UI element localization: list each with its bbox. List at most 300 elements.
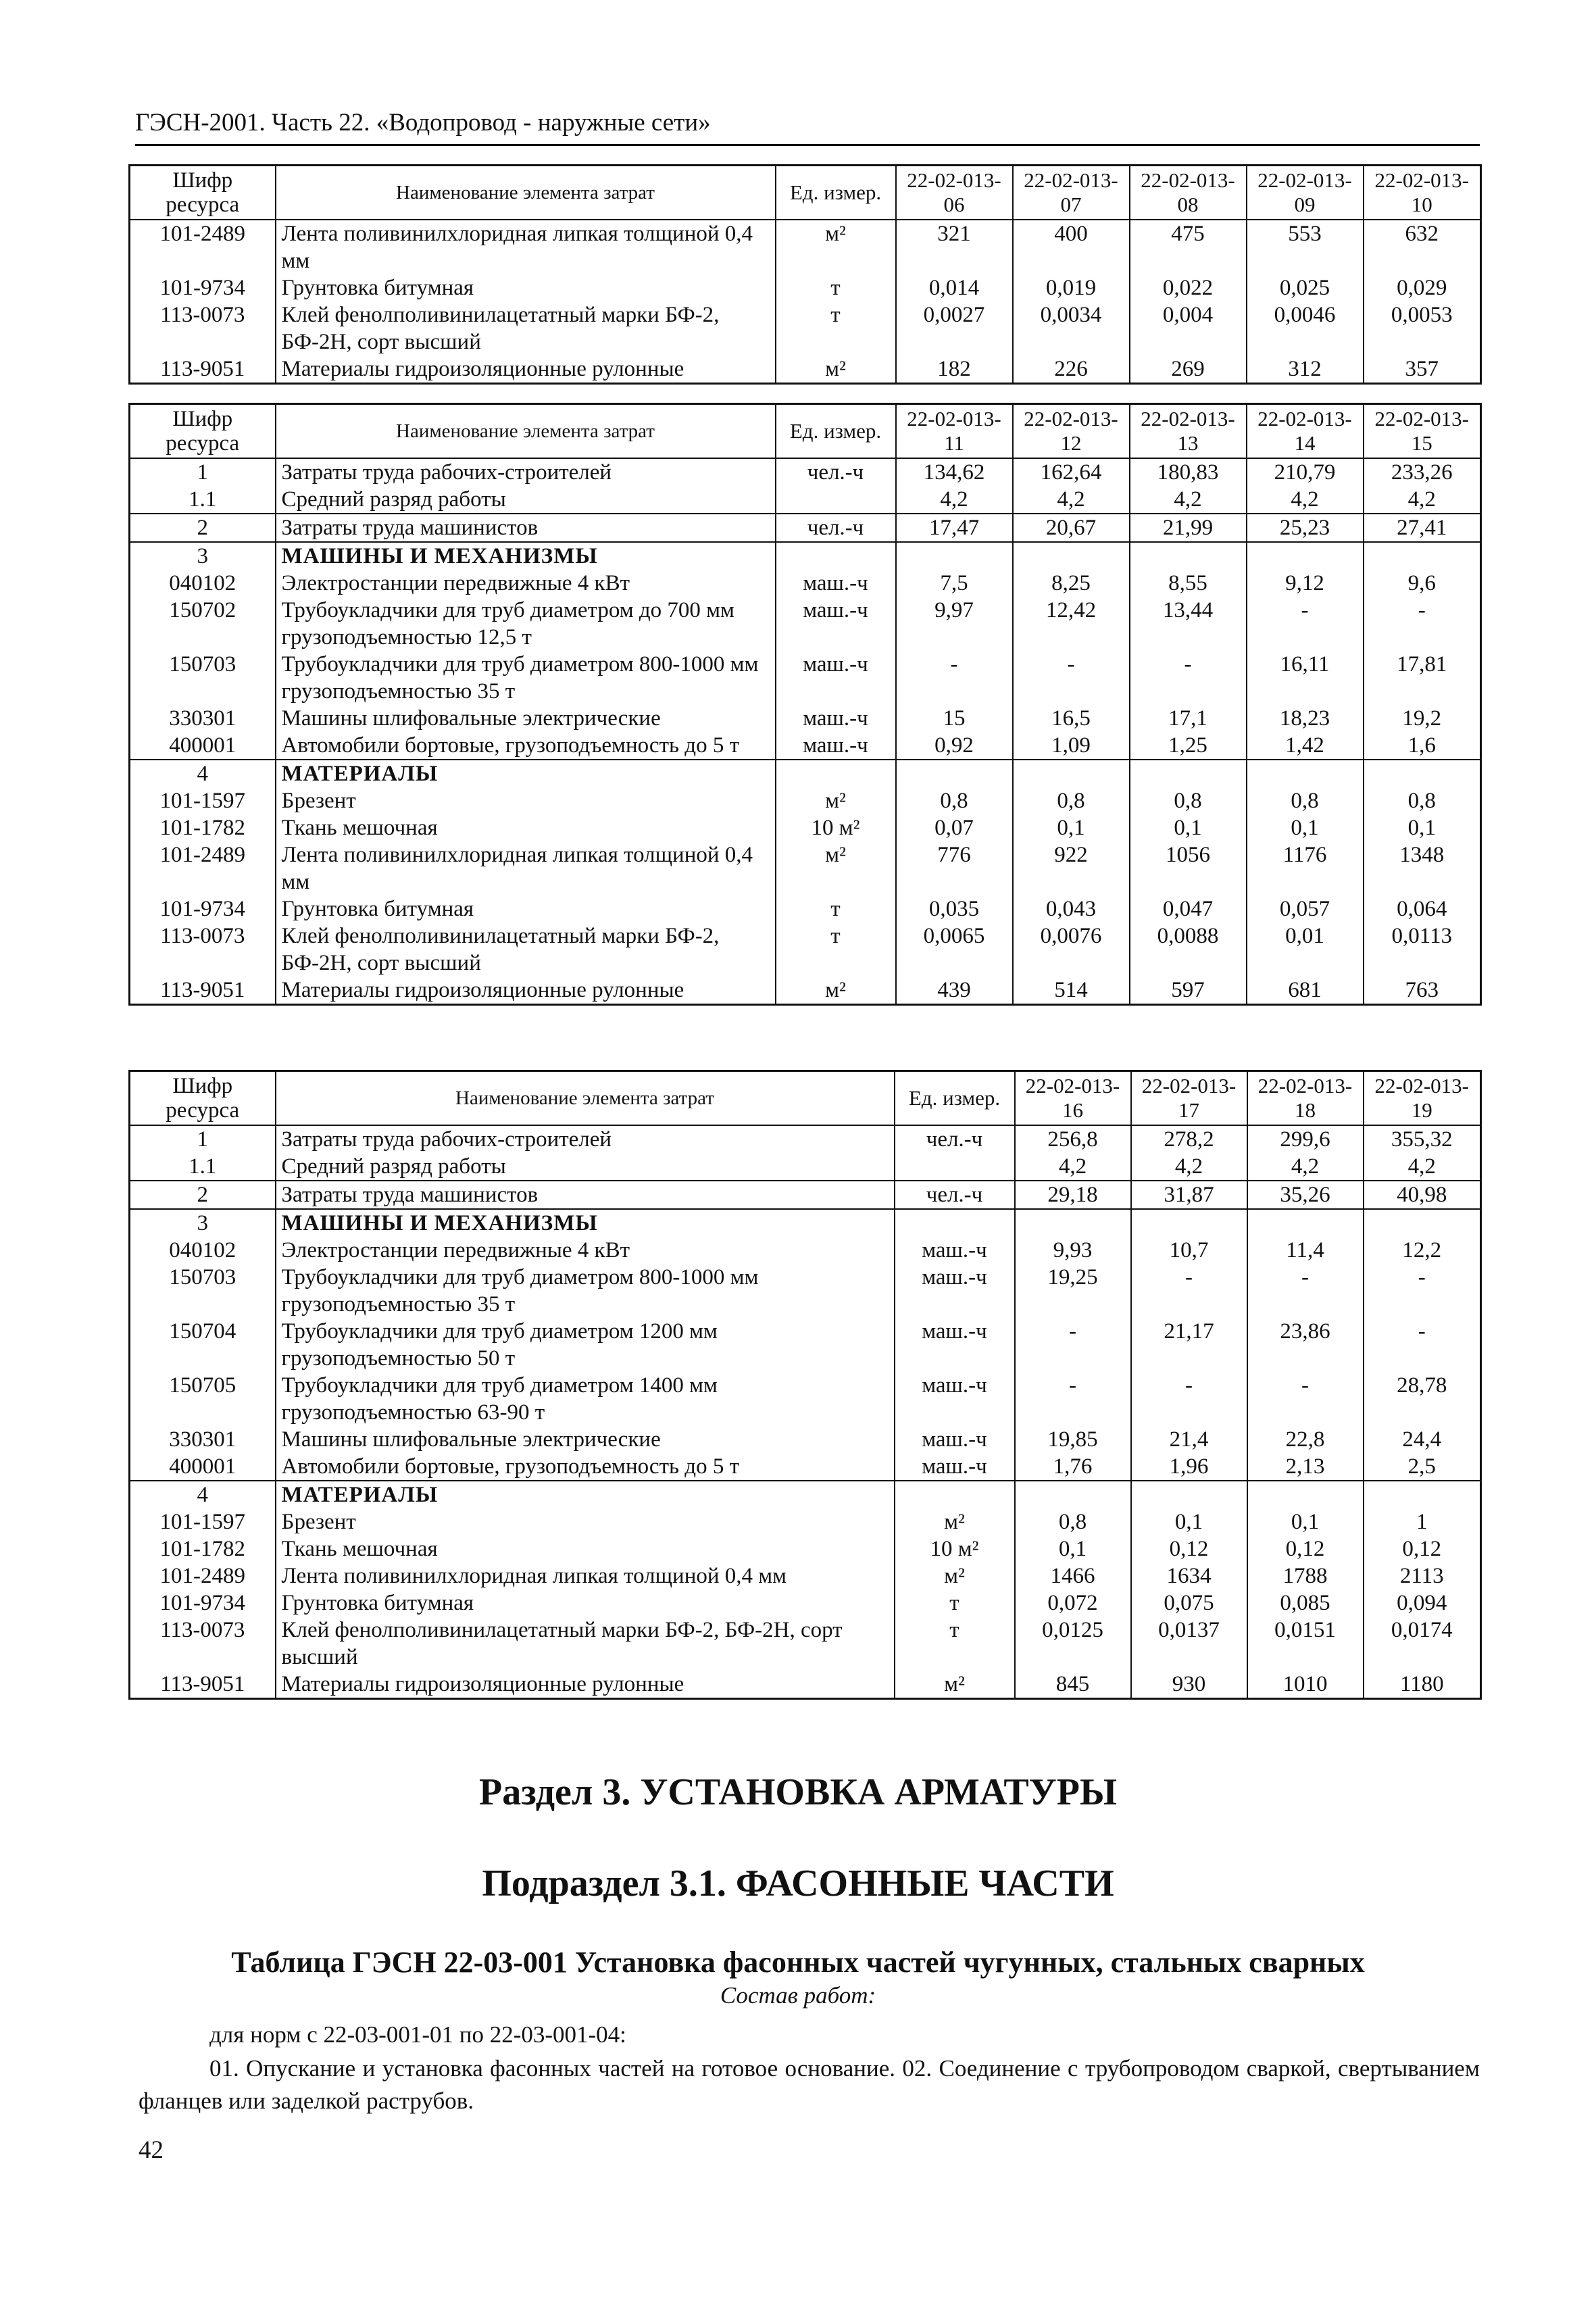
cost-element-name: Автомобили бортовые, грузоподъемность до 5 т [276, 732, 776, 760]
cost-element-name: Трубоукладчики для труб диаметром до 700 мм грузоподъемностью 12,5 т [276, 597, 776, 651]
norm-value [1247, 542, 1364, 570]
norm-value: 4,2 [1015, 1153, 1131, 1181]
norm-value: 17,1 [1130, 705, 1247, 732]
cost-element-name: МАШИНЫ И МЕХАНИЗМЫ [276, 1209, 895, 1237]
norm-value: 19,85 [1015, 1426, 1131, 1453]
cost-element-name: Клей фенолполивинилацетатный марки БФ-2, БФ-2Н, сорт высший [276, 922, 776, 977]
resource-code: 101-1782 [130, 814, 276, 841]
norm-value: 21,17 [1131, 1318, 1247, 1372]
norm-value: 233,26 [1364, 458, 1481, 486]
unit-of-measure: маш.-ч [776, 732, 896, 760]
norm-value: - [1247, 1264, 1364, 1318]
norm-value: 0,0076 [1013, 922, 1130, 977]
norm-value: 4,2 [1013, 486, 1130, 514]
norm-value: 0,12 [1247, 1535, 1364, 1562]
cost-element-name: Средний разряд работы [276, 1153, 895, 1181]
cost-element-name: Материалы гидроизоляционные рулонные [276, 1671, 895, 1699]
resource-code: 101-1782 [130, 1535, 276, 1562]
unit-of-measure: т [776, 274, 896, 301]
unit-of-measure: маш.-ч [776, 651, 896, 705]
table-row [130, 1590, 1481, 1617]
norm-value: 18,23 [1247, 705, 1364, 732]
unit-of-measure: т [776, 895, 896, 922]
unit-of-measure [895, 1481, 1015, 1508]
norm-value: 0,004 [1130, 301, 1247, 355]
resource-code: 113-9051 [130, 355, 276, 384]
norm-value: 1 [1364, 1508, 1481, 1535]
norm-value [1364, 1209, 1481, 1237]
unit-of-measure: м² [776, 355, 896, 384]
resource-table-1 [128, 164, 1482, 385]
resource-code: 400001 [130, 732, 276, 760]
norm-value: 475 [1130, 220, 1247, 274]
cost-element-name: Трубоукладчики для труб диаметром 800-1000 мм грузоподъемностью 35 т [276, 651, 776, 705]
norm-value: - [1013, 651, 1130, 705]
table-row [130, 220, 1481, 274]
header-name: Наименование элемента затрат [276, 166, 776, 220]
table-row [130, 1617, 1481, 1671]
resource-code: 113-0073 [130, 301, 276, 355]
resource-code: 1.1 [130, 1153, 276, 1181]
header-col: 22-02-013-18 [1247, 1071, 1364, 1125]
table-row [130, 1372, 1481, 1426]
norm-value: 0,0113 [1364, 922, 1481, 977]
header-col: 22-02-013-06 [896, 166, 1013, 220]
unit-of-measure: маш.-ч [895, 1318, 1015, 1372]
norm-value: - [1130, 651, 1247, 705]
resource-code: 150702 [130, 597, 276, 651]
resource-code: 040102 [130, 570, 276, 597]
resource-code: 2 [130, 1181, 276, 1209]
cost-element-name: Трубоукладчики для труб диаметром 800-1000 мм грузоподъемностью 35 т [276, 1264, 895, 1318]
section-title: Раздел 3. УСТАНОВКА АРМАТУРЫ [479, 1771, 1117, 1813]
norm-value: - [1247, 597, 1364, 651]
norm-value: 2,5 [1364, 1453, 1481, 1481]
norm-value: 134,62 [896, 458, 1013, 486]
norm-value [1015, 1481, 1131, 1508]
table-title: Таблица ГЭСН 22-03-001 Установка фасонных частей чугунных, стальных сварных [231, 1946, 1365, 1979]
norm-value: 0,043 [1013, 895, 1130, 922]
norm-value: 0,8 [1247, 787, 1364, 814]
norm-value: 0,094 [1364, 1590, 1481, 1617]
cost-element-name: МАШИНЫ И МЕХАНИЗМЫ [276, 542, 776, 570]
cost-element-name: Грунтовка битумная [276, 895, 776, 922]
unit-of-measure: чел.-ч [895, 1125, 1015, 1153]
subsection-title: Подраздел 3.1. ФАСОННЫЕ ЧАСТИ [482, 1863, 1114, 1904]
norm-value: 0,1 [1130, 814, 1247, 841]
table-row [130, 787, 1481, 814]
norm-value: 0,1 [1131, 1508, 1247, 1535]
unit-of-measure [776, 486, 896, 514]
unit-of-measure: маш.-ч [895, 1426, 1015, 1453]
norm-value: 24,4 [1364, 1426, 1481, 1453]
norm-value: 15 [896, 705, 1013, 732]
norm-value [1364, 1481, 1481, 1508]
norm-value [1364, 542, 1481, 570]
table-row [130, 542, 1481, 570]
table-row [130, 514, 1481, 542]
norm-value [1015, 1209, 1131, 1237]
norm-value: 1,25 [1130, 732, 1247, 760]
cost-element-name: Автомобили бортовые, грузоподъемность до 5 т [276, 1453, 895, 1481]
cost-element-name: Брезент [276, 787, 776, 814]
norm-value: - [1131, 1264, 1247, 1318]
norm-value: 278,2 [1131, 1125, 1247, 1153]
norm-value [1013, 760, 1130, 787]
norm-value: 357 [1364, 355, 1481, 384]
table-row [130, 1562, 1481, 1590]
norm-value: 0,0065 [896, 922, 1013, 977]
norm-value: 0,064 [1364, 895, 1481, 922]
norm-value [1247, 760, 1364, 787]
resource-code: 3 [130, 1209, 276, 1237]
resource-code: 1 [130, 458, 276, 486]
table-row [130, 1209, 1481, 1237]
cost-element-name: Материалы гидроизоляционные рулонные [276, 355, 776, 384]
table-row [130, 1453, 1481, 1481]
norm-value: 21,99 [1130, 514, 1247, 542]
norm-value: 25,23 [1247, 514, 1364, 542]
norm-value: 23,86 [1247, 1318, 1364, 1372]
resource-code: 150705 [130, 1372, 276, 1426]
norm-value: 553 [1247, 220, 1364, 274]
cost-element-name: МАТЕРИАЛЫ [276, 1481, 895, 1508]
table-row [130, 301, 1481, 355]
header-col: 22-02-013-07 [1013, 166, 1130, 220]
norm-value: 17,81 [1364, 651, 1481, 705]
table-row [130, 732, 1481, 760]
norm-value: 256,8 [1015, 1125, 1131, 1153]
table-row [130, 705, 1481, 732]
norm-value: 16,5 [1013, 705, 1130, 732]
table-row [130, 355, 1481, 384]
unit-of-measure: т [776, 922, 896, 977]
norm-value: 0,0151 [1247, 1617, 1364, 1671]
norm-value: 400 [1013, 220, 1130, 274]
norm-value: - [1015, 1372, 1131, 1426]
norm-value [1013, 542, 1130, 570]
norm-value: 8,25 [1013, 570, 1130, 597]
norm-value [1130, 542, 1247, 570]
table-row [130, 977, 1481, 1005]
resource-code: 101-1597 [130, 1508, 276, 1535]
norm-value: 2,13 [1247, 1453, 1364, 1481]
cost-element-name: Затраты труда машинистов [276, 514, 776, 542]
cost-element-name: Затраты труда машинистов [276, 1181, 895, 1209]
norm-value [1247, 1481, 1364, 1508]
norm-value: 29,18 [1015, 1181, 1131, 1209]
resource-code: 150703 [130, 1264, 276, 1318]
unit-of-measure: т [895, 1590, 1015, 1617]
work-description: 01. Опускание и установка фасонных частей на готовое основание. 02. Соединение с трубопроводом сваркой, свертыванием фланцев или заделкой раструбов. [139, 2055, 1480, 2114]
header-name: Наименование элемента затрат [276, 1071, 895, 1125]
table-row [130, 1318, 1481, 1372]
norm-value: 17,47 [896, 514, 1013, 542]
unit-of-measure: маш.-ч [776, 705, 896, 732]
table-row [130, 895, 1481, 922]
cost-element-name: Затраты труда рабочих-строителей [276, 458, 776, 486]
cost-element-name: Лента поливинилхлоридная липкая толщиной 0,4 мм [276, 841, 776, 895]
table-row [130, 922, 1481, 977]
norm-value: 0,92 [896, 732, 1013, 760]
norm-value: 0,1 [1013, 814, 1130, 841]
unit-of-measure [895, 1209, 1015, 1237]
unit-of-measure: м² [776, 977, 896, 1005]
norm-value: 19,25 [1015, 1264, 1131, 1318]
resource-code: 101-2489 [130, 841, 276, 895]
norm-value: 930 [1131, 1671, 1247, 1699]
norm-value: 0,025 [1247, 274, 1364, 301]
table-row [130, 1671, 1481, 1699]
norm-value: 299,6 [1247, 1125, 1364, 1153]
table-row [130, 1508, 1481, 1535]
norm-value: 0,8 [1130, 787, 1247, 814]
table-row [130, 274, 1481, 301]
norm-value: 1,76 [1015, 1453, 1131, 1481]
norm-value: 0,1 [1247, 1508, 1364, 1535]
unit-of-measure: м² [776, 787, 896, 814]
resource-table-2 [128, 403, 1482, 1006]
table-row [130, 486, 1481, 514]
header-code: Шифр ресурса [130, 166, 276, 220]
norm-value: - [1015, 1318, 1131, 1372]
table-row [130, 1264, 1481, 1318]
unit-of-measure: м² [895, 1508, 1015, 1535]
unit-of-measure: маш.-ч [895, 1372, 1015, 1426]
resource-code: 113-0073 [130, 922, 276, 977]
table-row [130, 814, 1481, 841]
resource-code: 150704 [130, 1318, 276, 1372]
norm-value: 0,0125 [1015, 1617, 1131, 1671]
table-row [130, 1153, 1481, 1181]
header-col: 22-02-013-11 [896, 404, 1013, 458]
norm-value: 1010 [1247, 1671, 1364, 1699]
norm-value: 1176 [1247, 841, 1364, 895]
resource-code: 4 [130, 1481, 276, 1508]
table-row [130, 458, 1481, 486]
norm-value [1131, 1209, 1247, 1237]
header-col: 22-02-013-09 [1247, 166, 1364, 220]
norm-value: 632 [1364, 220, 1481, 274]
norm-value: 776 [896, 841, 1013, 895]
norm-value [1131, 1481, 1247, 1508]
unit-of-measure: 10 м² [895, 1535, 1015, 1562]
norm-value: 1,96 [1131, 1453, 1247, 1481]
norm-value: 0,0027 [896, 301, 1013, 355]
cost-element-name: Материалы гидроизоляционные рулонные [276, 977, 776, 1005]
cost-element-name: Электростанции передвижные 4 кВт [276, 570, 776, 597]
norm-value: 21,4 [1131, 1426, 1247, 1453]
norm-value: 269 [1130, 355, 1247, 384]
norm-value: - [1364, 1318, 1481, 1372]
cost-element-name: Грунтовка битумная [276, 1590, 895, 1617]
norm-value: 845 [1015, 1671, 1131, 1699]
norm-value: 0,07 [896, 814, 1013, 841]
norm-value: 922 [1013, 841, 1130, 895]
cost-element-name: Машины шлифовальные электрические [276, 705, 776, 732]
norm-value: - [1247, 1372, 1364, 1426]
norm-value: 20,67 [1013, 514, 1130, 542]
header-col: 22-02-013-12 [1013, 404, 1130, 458]
norm-value: 0,019 [1013, 274, 1130, 301]
norm-value: 12,2 [1364, 1237, 1481, 1264]
norm-value: 4,2 [1247, 486, 1364, 514]
norm-value: 182 [896, 355, 1013, 384]
norm-value: 13,44 [1130, 597, 1247, 651]
norm-value: 35,26 [1247, 1181, 1364, 1209]
norm-value: 4,2 [1247, 1153, 1364, 1181]
norm-value: 180,83 [1130, 458, 1247, 486]
norm-value: 8,55 [1130, 570, 1247, 597]
unit-of-measure: т [895, 1617, 1015, 1671]
unit-of-measure: маш.-ч [895, 1453, 1015, 1481]
unit-of-measure: т [776, 301, 896, 355]
norm-value: 0,047 [1130, 895, 1247, 922]
norm-value: 0,1 [1364, 814, 1481, 841]
header-col: 22-02-013-19 [1364, 1071, 1481, 1125]
norm-value: 19,2 [1364, 705, 1481, 732]
cost-element-name: Затраты труда рабочих-строителей [276, 1125, 895, 1153]
unit-of-measure: чел.-ч [776, 514, 896, 542]
norm-value [1130, 760, 1247, 787]
norm-value: 12,42 [1013, 597, 1130, 651]
cost-element-name: Ткань мешочная [276, 814, 776, 841]
norm-value: 514 [1013, 977, 1130, 1005]
norm-value: 321 [896, 220, 1013, 274]
norm-value: 681 [1247, 977, 1364, 1005]
cost-element-name: Электростанции передвижные 4 кВт [276, 1237, 895, 1264]
header-unit: Ед. измер. [776, 166, 896, 220]
resource-code: 1.1 [130, 486, 276, 514]
resource-code: 040102 [130, 1237, 276, 1264]
norm-value: 9,6 [1364, 570, 1481, 597]
cost-element-name: Машины шлифовальные электрические [276, 1426, 895, 1453]
resource-code: 101-2489 [130, 1562, 276, 1590]
norm-value: 210,79 [1247, 458, 1364, 486]
header-col: 22-02-013-13 [1130, 404, 1247, 458]
norm-value: 4,2 [1131, 1153, 1247, 1181]
unit-of-measure [895, 1153, 1015, 1181]
norm-value: 1788 [1247, 1562, 1364, 1590]
cost-element-name: Ткань мешочная [276, 1535, 895, 1562]
norm-value: 0,0137 [1131, 1617, 1247, 1671]
table-row [130, 1535, 1481, 1562]
header-code: Шифр ресурса [130, 1071, 276, 1125]
unit-of-measure: м² [776, 220, 896, 274]
resource-code: 330301 [130, 1426, 276, 1453]
norm-value: 0,022 [1130, 274, 1247, 301]
norm-value: 1,6 [1364, 732, 1481, 760]
cost-element-name: МАТЕРИАЛЫ [276, 760, 776, 787]
norm-value: 4,2 [896, 486, 1013, 514]
norm-value: 597 [1130, 977, 1247, 1005]
norm-value: - [896, 651, 1013, 705]
norm-value [896, 542, 1013, 570]
table-row [130, 760, 1481, 787]
norm-value: 1,09 [1013, 732, 1130, 760]
header-col: 22-02-013-10 [1364, 166, 1481, 220]
norm-value: 0,12 [1131, 1535, 1247, 1562]
table-row [130, 841, 1481, 895]
norm-value: 11,4 [1247, 1237, 1364, 1264]
table-row [130, 597, 1481, 651]
norm-value: 0,057 [1247, 895, 1364, 922]
norm-value: 312 [1247, 355, 1364, 384]
norm-value: 0,0034 [1013, 301, 1130, 355]
unit-of-measure: м² [895, 1671, 1015, 1699]
norm-value: 0,014 [896, 274, 1013, 301]
unit-of-measure: 10 м² [776, 814, 896, 841]
norm-value: 0,1 [1247, 814, 1364, 841]
norm-value: 40,98 [1364, 1181, 1481, 1209]
cost-element-name: Клей фенолполивинилацетатный марки БФ-2, БФ-2Н, сорт высший [276, 301, 776, 355]
norm-value: 0,085 [1247, 1590, 1364, 1617]
norm-value [1247, 1209, 1364, 1237]
unit-of-measure [776, 760, 896, 787]
norm-value: 1,42 [1247, 732, 1364, 760]
resource-code: 4 [130, 760, 276, 787]
norm-value: 0,0088 [1130, 922, 1247, 977]
cost-element-name: Трубоукладчики для труб диаметром 1400 мм грузоподъемностью 63-90 т [276, 1372, 895, 1426]
norm-value: 0,075 [1131, 1590, 1247, 1617]
header-col: 22-02-013-17 [1131, 1071, 1247, 1125]
norm-value: - [1364, 597, 1481, 651]
norm-value: 31,87 [1131, 1181, 1247, 1209]
norm-value: 0,01 [1247, 922, 1364, 977]
unit-of-measure: м² [895, 1562, 1015, 1590]
resource-code: 113-9051 [130, 977, 276, 1005]
norm-value: 1056 [1130, 841, 1247, 895]
norm-value: 0,072 [1015, 1590, 1131, 1617]
unit-of-measure: чел.-ч [776, 458, 896, 486]
unit-of-measure: маш.-ч [895, 1237, 1015, 1264]
norm-value: 439 [896, 977, 1013, 1005]
norm-value: 0,8 [1015, 1508, 1131, 1535]
norm-value [896, 760, 1013, 787]
resource-code: 101-2489 [130, 220, 276, 274]
resource-code: 2 [130, 514, 276, 542]
header-col: 22-02-013-14 [1247, 404, 1364, 458]
norm-value: - [1364, 1264, 1481, 1318]
cost-element-name: Брезент [276, 1508, 895, 1535]
norm-value: 28,78 [1364, 1372, 1481, 1426]
norm-value: 0,8 [896, 787, 1013, 814]
norm-value: 4,2 [1130, 486, 1247, 514]
unit-of-measure: маш.-ч [895, 1264, 1015, 1318]
norm-value: 0,1 [1015, 1535, 1131, 1562]
norm-value: 0,0046 [1247, 301, 1364, 355]
resource-code: 330301 [130, 705, 276, 732]
cost-element-name: Лента поливинилхлоридная липкая толщиной 0,4 мм [276, 1562, 895, 1590]
norm-value: 4,2 [1364, 1153, 1481, 1181]
cost-element-name: Лента поливинилхлоридная липкая толщиной 0,4 мм [276, 220, 776, 274]
norm-value: 9,97 [896, 597, 1013, 651]
unit-of-measure: маш.-ч [776, 570, 896, 597]
table-row [130, 1237, 1481, 1264]
norm-value: 0,035 [896, 895, 1013, 922]
norm-value: 0,029 [1364, 274, 1481, 301]
unit-of-measure [776, 542, 896, 570]
norm-value: 1634 [1131, 1562, 1247, 1590]
unit-of-measure: маш.-ч [776, 597, 896, 651]
norm-value: 226 [1013, 355, 1130, 384]
norm-value: 0,8 [1013, 787, 1130, 814]
table-row [130, 1481, 1481, 1508]
norm-value: 763 [1364, 977, 1481, 1005]
table-row [130, 1125, 1481, 1153]
cost-element-name: Грунтовка битумная [276, 274, 776, 301]
resource-code: 113-9051 [130, 1671, 276, 1699]
